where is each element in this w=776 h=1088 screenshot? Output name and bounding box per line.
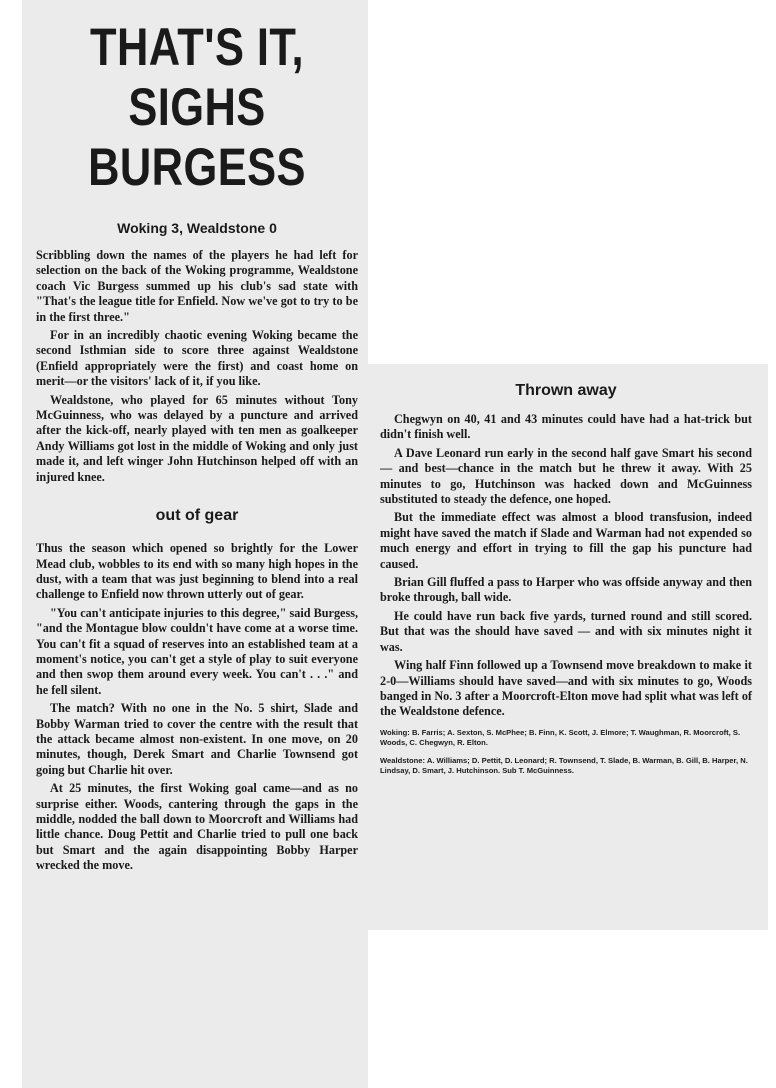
paragraph: Wealdstone, who played for 65 minutes without Tony McGuinness, who was delayed by a puncture and arrived after the kick-off, nearly played with ten men as goalkeeper Andy Williams got lost in the middle of Woking and only just made it, and left winger John Hutchinson helped off with an injured knee. <box>36 392 358 484</box>
paragraph: The match? With no one in the No. 5 shirt, Slade and Bobby Warman tried to cover the centre with the result that the attack became almost non-existent. In one move, on 20 minutes, though, Derek Smart and Charlie Townsend got going but Charlie hit over. <box>36 701 358 777</box>
subheading-thrown-away: Thrown away <box>515 382 617 399</box>
wealdstone-lineup <box>380 756 752 776</box>
paragraph: Chegwyn on 40, 41 and 43 minutes could have had a hat-trick but didn't finish well. <box>380 412 752 442</box>
paragraph: A Dave Leonard run early in the second half gave Smart his second — and best—chance in the match but he threw it away. With 25 minutes to go, Hutchinson was hacked down and McGuinness substituted to steady the defence, one hoped. <box>380 445 752 507</box>
match-score: Woking 3, Wealdstone 0 <box>117 220 277 236</box>
paragraph: Wing half Finn followed up a Townsend move breakdown to make it 2-0—Williams should have saved—and with six minutes to go, Woods banged in No. 3 after a Moorcroft-Elton move had split what was left of the Wealdstone defence. <box>380 658 752 719</box>
woking-players: B. Farris; A. Sexton, S. McPhee; B. Finn, K. Scott, J. Elmore; T. Waughman, R. Moorcroft, S. Woods, C. Chegwyn, R. Elton. <box>380 727 741 747</box>
paragraph: Brian Gill fluffed a pass to Harper who was offside anyway and then broke through, ball wide. <box>380 575 752 605</box>
paragraph: For in an incredibly chaotic evening Woking became the second Isthmian side to score three against Wealdstone (Enfield appropriately were the first) and coast home on merit—or the visitors' lack of it, if you like. <box>36 328 358 389</box>
article-column-left <box>22 0 368 1088</box>
headline <box>49 18 346 198</box>
wealdstone-label: Wealdstone: <box>380 755 426 765</box>
wealdstone-players: A. Williams; D. Pettit, D. Leonard; R. Townsend, T. Slade, B. Warman, B. Gill, B. Harper, N. Lindsay, D. Smart, J. Hutchinson. Sub T. McGuinness. <box>380 755 748 775</box>
subheading-out-of-gear: out of gear <box>155 507 239 525</box>
paragraph: Scribbling down the names of the players he had left for selection on the back of the Woking programme, Wealdstone coach Vic Burgess summed up his club's sad state with "That's the league title for Enfield. Now we've got to try to be in the first three." <box>36 248 358 324</box>
paragraph: At 25 minutes, the first Woking goal came—and as no surprise either. Woods, cantering through the gaps in the middle, nodded the ball down to Moorcroft and Williams had little chance. Doug Pettit and Charlie tried to pull one back but Smart and the again disappointing Bobby Harper wrecked the move. <box>36 781 358 873</box>
woking-lineup <box>380 728 752 748</box>
paragraph: "You can't anticipate injuries to this degree," said Burgess, "and the Montague blow couldn't have come at a worse time. You can't fit a squad of reserves into an established team at a moment's notice, you can't get a style of play to suit everyone and then swop them around every week. You can't . . ." and he fell silent. <box>36 605 358 697</box>
paragraph: Thus the season which opened so brightly for the Lower Mead club, wobbles to its end with so many high hopes in the dust, with a team that was just beginning to blend into a real challenge to Enfield now thrown utterly out of gear. <box>36 541 358 602</box>
woking-label: Woking: <box>380 727 410 737</box>
paragraph: But the immediate effect was almost a blood transfusion, indeed might have saved the match if Slade and Warman had not expended so much energy and effort in trying to fill the gap his puncture had caused. <box>380 510 752 571</box>
headline-line-2: SIGHS <box>128 78 266 137</box>
headline-line-1: THAT'S IT, <box>89 18 305 77</box>
article-column-right <box>368 364 768 930</box>
headline-line-3: BURGESS <box>88 138 306 197</box>
paragraph: He could have run back five yards, turned round and still scored. But that was the should have saved — and with six minutes night it was. <box>380 608 752 654</box>
